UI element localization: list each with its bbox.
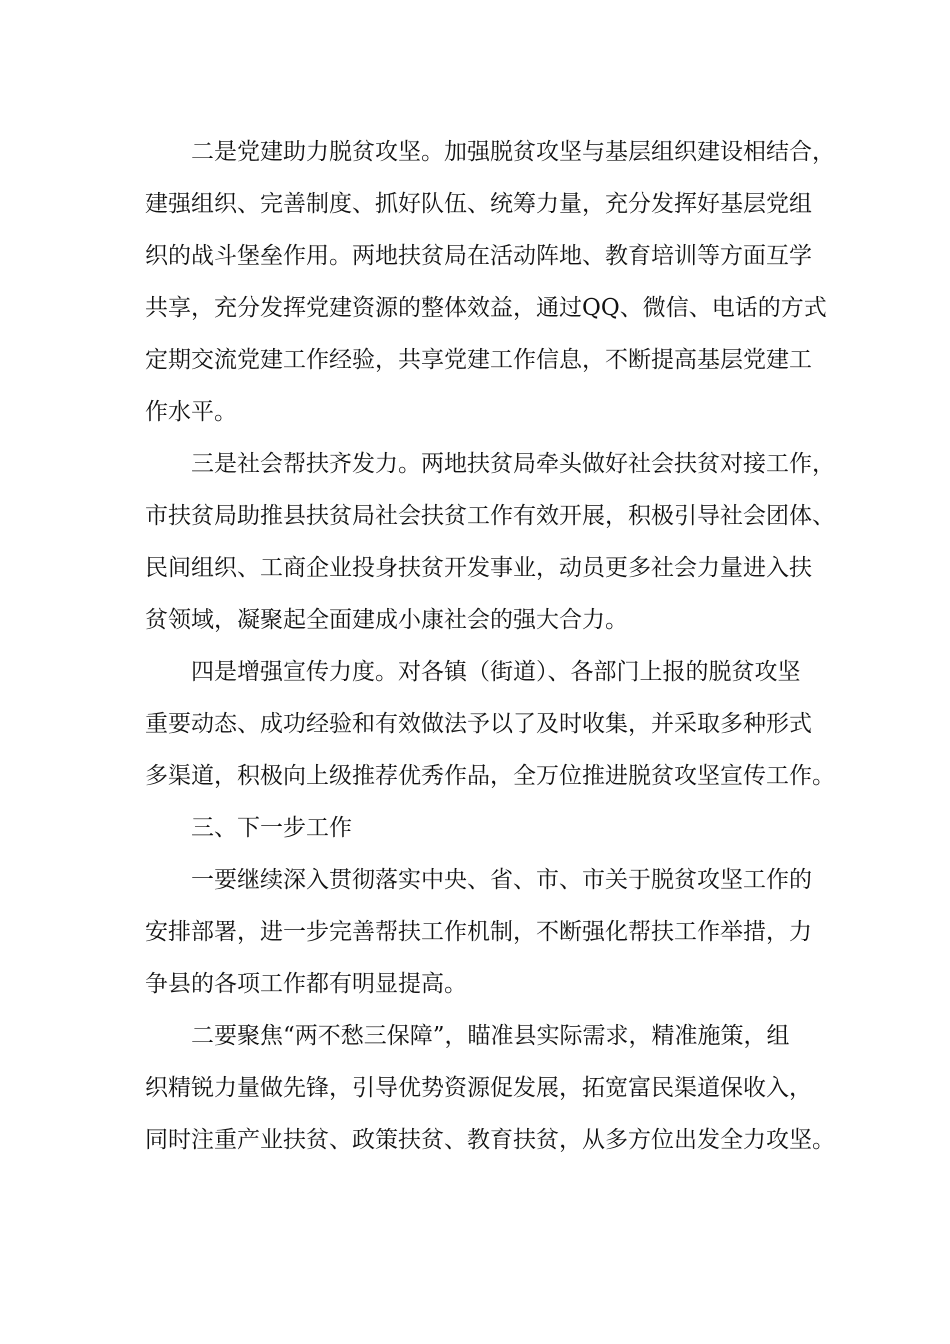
text-line: 多渠道，积极向上级推荐优秀作品，全万位推进脱贫攻坚宣传工作。 (145, 763, 835, 789)
text-line: 同时注重产业扶贫、政策扶贫、教育扶贫，从多方位出发全力攻坚。 (145, 1127, 835, 1153)
text-line: 共享，充分发挥党建资源的整体效益，通过QQ、微信、电话的方式 (145, 295, 827, 321)
paragraph-second-task (145, 1010, 835, 1166)
paragraph-social-assistance (145, 438, 835, 646)
text-line: 二是党建助力脱贫攻坚。加强脱贫攻坚与基层组织建设相结合， (191, 139, 835, 165)
text-line: 织的战斗堡垒作用。两地扶贫局在活动阵地、教育培训等方面互学 (145, 243, 812, 269)
text-line: 市扶贫局助推县扶贫局社会扶贫工作有效开展，积极引导社会团体、 (145, 503, 835, 529)
paragraph-party-building (145, 126, 835, 438)
text-line: 民间组织、工商企业投身扶贫开发事业，动员更多社会力量进入扶 (145, 555, 812, 581)
heading-line: 三、下一步工作 (191, 815, 352, 841)
text-line: 三是社会帮扶齐发力。两地扶贫局牵头做好社会扶贫对接工作， (191, 451, 835, 477)
text-line: 争县的各项工作都有明显提高。 (145, 971, 467, 997)
text-line: 作水平。 (145, 399, 237, 425)
document-body (145, 126, 835, 1166)
text-line: 安排部署，进一步完善帮扶工作机制，不断强化帮扶工作举措，力 (145, 919, 812, 945)
text-line: 建强组织、完善制度、抓好队伍、统筹力量，充分发挥好基层党组 (145, 191, 812, 217)
text-line: 定期交流党建工作经验，共享党建工作信息，不断提高基层党建工 (145, 347, 812, 373)
text-line: 织精锐力量做先锋，引导优势资源促发展，拓宽富民渠道保收入， (145, 1075, 812, 1101)
text-line: 重要动态、成功经验和有效做法予以了及时收集，并采取多种形式 (145, 711, 812, 737)
text-line: 一要继续深入贯彻落实中央、省、市、市关于脱贫攻坚工作的 (191, 867, 812, 893)
paragraph-publicity (145, 646, 835, 802)
text-line: 四是增强宣传力度。对各镇（街道）、各部门上报的脱贫攻坚 (191, 659, 801, 685)
section-heading-next-steps (145, 802, 810, 854)
text-line: 贫领域，凝聚起全面建成小康社会的强大合力。 (145, 607, 628, 633)
text-line: 二要聚焦“两不愁三保障”，瞄准县实际需求，精准施策，组 (191, 1023, 790, 1049)
paragraph-first-task (145, 854, 810, 1010)
